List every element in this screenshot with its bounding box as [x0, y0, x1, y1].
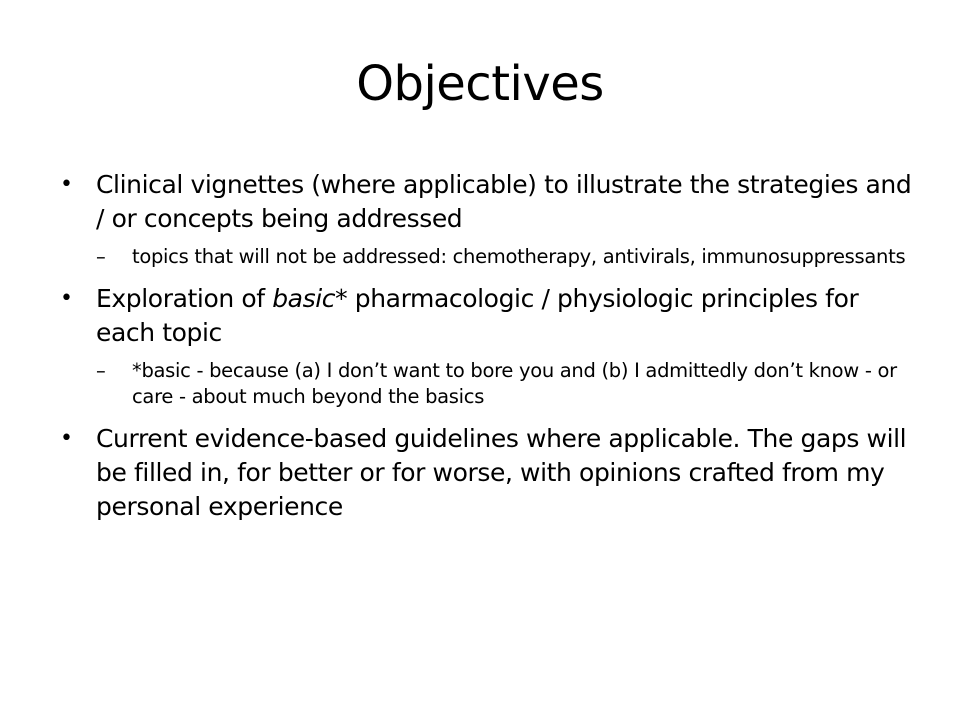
bullet-list: [60, 168, 920, 534]
sub-bullet-marker: –: [96, 359, 106, 382]
bullet-marker: •: [60, 172, 73, 197]
bullet-item-exploration: [60, 282, 920, 410]
bullet-text-before: Exploration of: [96, 284, 273, 313]
sub-bullet-text: *basic - because (a) I don’t want to bore you and (b) I admittedly don’t know - or care - about much beyond the basics: [132, 359, 897, 408]
sub-bullet-text: topics that will not be addressed: chemotherapy, antivirals, immunosuppressants: [132, 245, 906, 268]
bullet-text-emphasis: basic: [272, 284, 336, 313]
bullet-text-after: * pharmacologic / physiologic principles for each topic: [96, 284, 859, 347]
bullet-marker: •: [60, 286, 73, 311]
slide-title: Objectives: [356, 56, 604, 112]
bullet-item-guidelines: [60, 422, 920, 524]
sub-bullet-item: [96, 244, 920, 270]
bullet-text: Clinical vignettes (where applicable) to illustrate the strategies and / or concepts being addressed: [96, 170, 912, 233]
sub-list: [96, 358, 920, 410]
bullet-marker: •: [60, 426, 73, 451]
sub-bullet-item: [96, 358, 920, 410]
sub-bullet-marker: –: [96, 245, 106, 268]
sub-list: [96, 244, 920, 270]
bullet-text: Current evidence-based guidelines where applicable. The gaps will be filled in, for better or for worse, with opinions crafted from my personal experience: [96, 424, 907, 521]
bullet-item-clinical-vignettes: [60, 168, 920, 270]
